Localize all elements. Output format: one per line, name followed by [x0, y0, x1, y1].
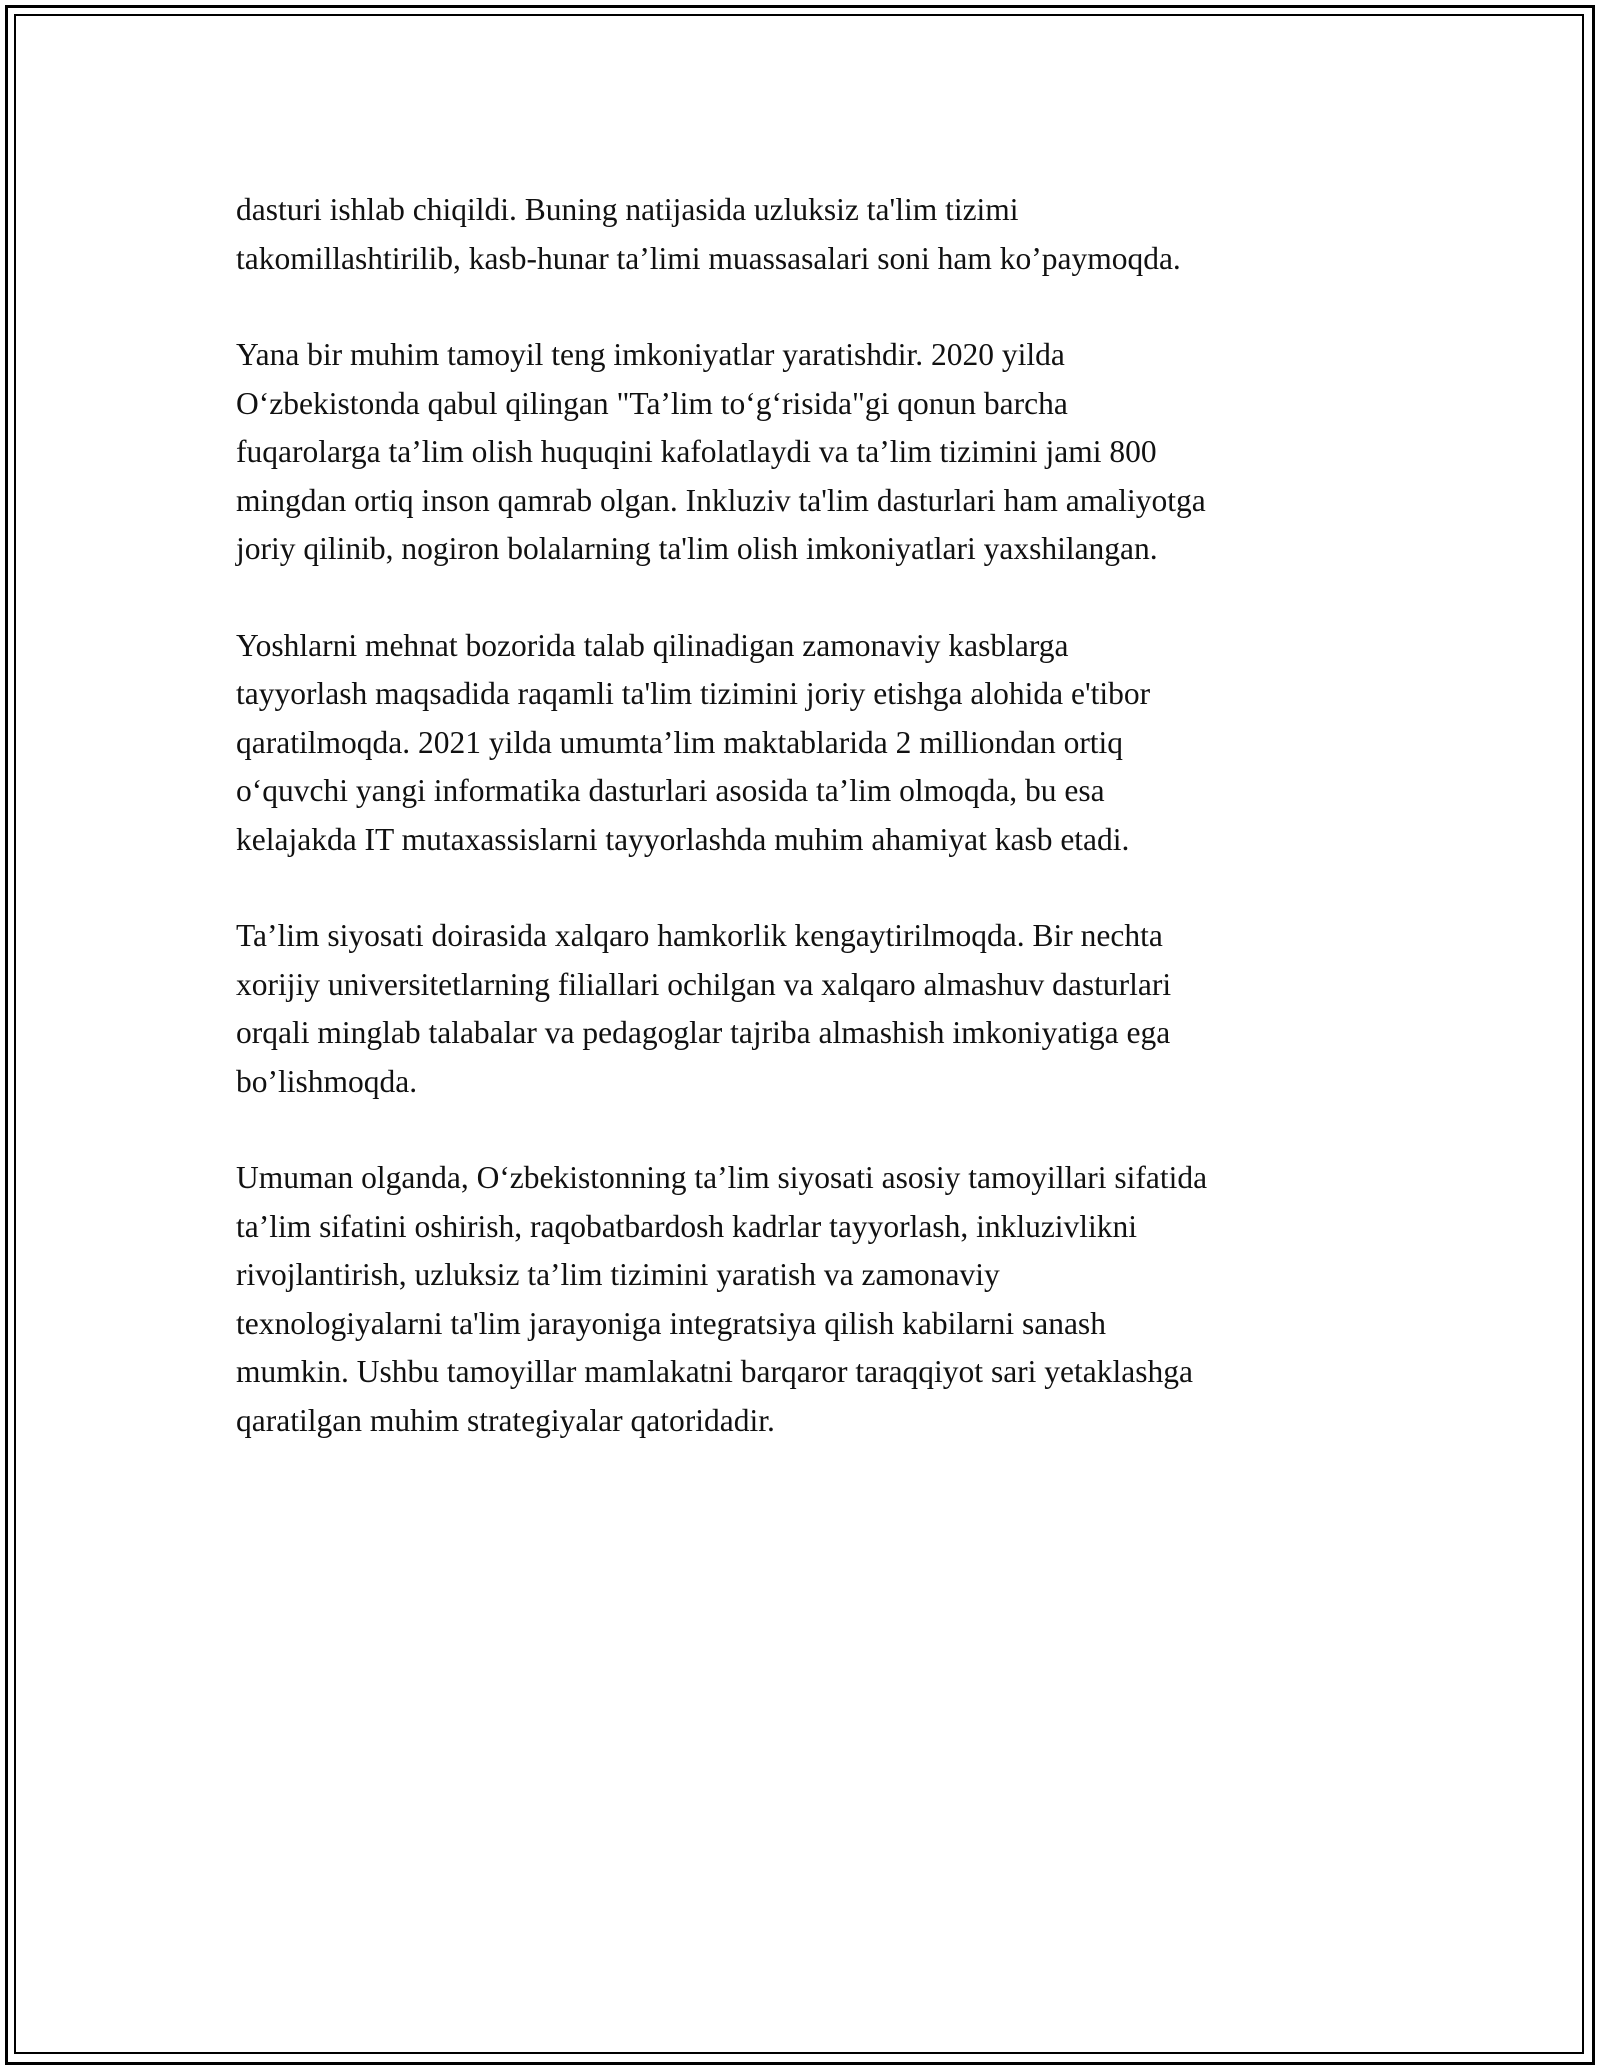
- text-line: rivojlantirish, uzluksiz ta’lim tizimini yaratish va zamonaviy: [236, 1257, 1000, 1292]
- text-line: tayyorlash maqsadida raqamli ta'lim tizimini joriy etishga alohida e'tibor: [236, 676, 1151, 711]
- paragraph-5: [236, 1154, 1376, 1445]
- paragraph-2: [236, 331, 1376, 574]
- text-line: bo’lishmoqda.: [236, 1063, 418, 1099]
- text-line: dasturi ishlab chiqildi. Buning natijasida uzluksiz ta'lim tizimi: [236, 192, 1019, 227]
- text-line: mingdan ortiq inson qamrab olgan. Inkluziv ta'lim dasturlari ham amaliyotga: [236, 482, 1206, 518]
- text-line: fuqarolarga ta’lim olish huquqini kafolatlaydi va ta’lim tizimini jami 800: [236, 434, 1157, 469]
- paragraph-1: [236, 186, 1376, 283]
- text-line: qaratilgan muhim strategiyalar qatoridadir.: [236, 1402, 775, 1438]
- text-line: joriy qilinib, nogiron bolalarning ta'lim olish imkoniyatlari yaxshilangan.: [236, 531, 1158, 566]
- text-line: Yoshlarni mehnat bozorida talab qilinadigan zamonaviy kasblarga: [236, 627, 1069, 663]
- text-line: o‘quvchi yangi informatika dasturlari asosida ta’lim olmoqda, bu esa: [236, 773, 1105, 808]
- text-line: takomillashtirilib, kasb-hunar ta’limi muassasalari soni ham ko’paymoqda.: [236, 240, 1181, 276]
- text-line: Umuman olganda, O‘zbekistonning ta’lim siyosati asosiy tamoyillari sifatida: [236, 1160, 1208, 1195]
- text-line: Ta’lim siyosati doirasida xalqaro hamkorlik kengaytirilmoqda. Bir nechta: [236, 918, 1163, 953]
- text-line: mumkin. Ushbu tamoyillar mamlakatni barqaror taraqqiyot sari yetaklashga: [236, 1354, 1193, 1389]
- text-line: qaratilmoqda. 2021 yilda umumta’lim maktablarida 2 milliondan ortiq: [236, 724, 1124, 760]
- text-line: texnologiyalarni ta'lim jarayoniga integratsiya qilish kabilarni sanash: [236, 1305, 1106, 1341]
- document-body: [236, 186, 1376, 1493]
- text-line: Yana bir muhim tamoyil teng imkoniyatlar yaratishdir. 2020 yilda: [236, 337, 1065, 372]
- paragraph-4: [236, 912, 1376, 1106]
- text-line: kelajakda IT mutaxassislarni tayyorlashda muhim ahamiyat kasb etadi.: [236, 821, 1130, 857]
- text-line: xorijiy universitetlarning filiallari ochilgan va xalqaro almashuv dasturlari: [236, 966, 1172, 1002]
- text-line: O‘zbekistonda qabul qilingan "Ta’lim to‘g‘risida"gi qonun barcha: [236, 385, 1068, 421]
- text-line: ta’lim sifatini oshirish, raqobatbardosh kadrlar tayyorlash, inkluzivlikni: [236, 1208, 1138, 1244]
- text-line: orqali minglab talabalar va pedagoglar tajriba almashish imkoniyatiga ega: [236, 1015, 1171, 1050]
- paragraph-3: [236, 622, 1376, 865]
